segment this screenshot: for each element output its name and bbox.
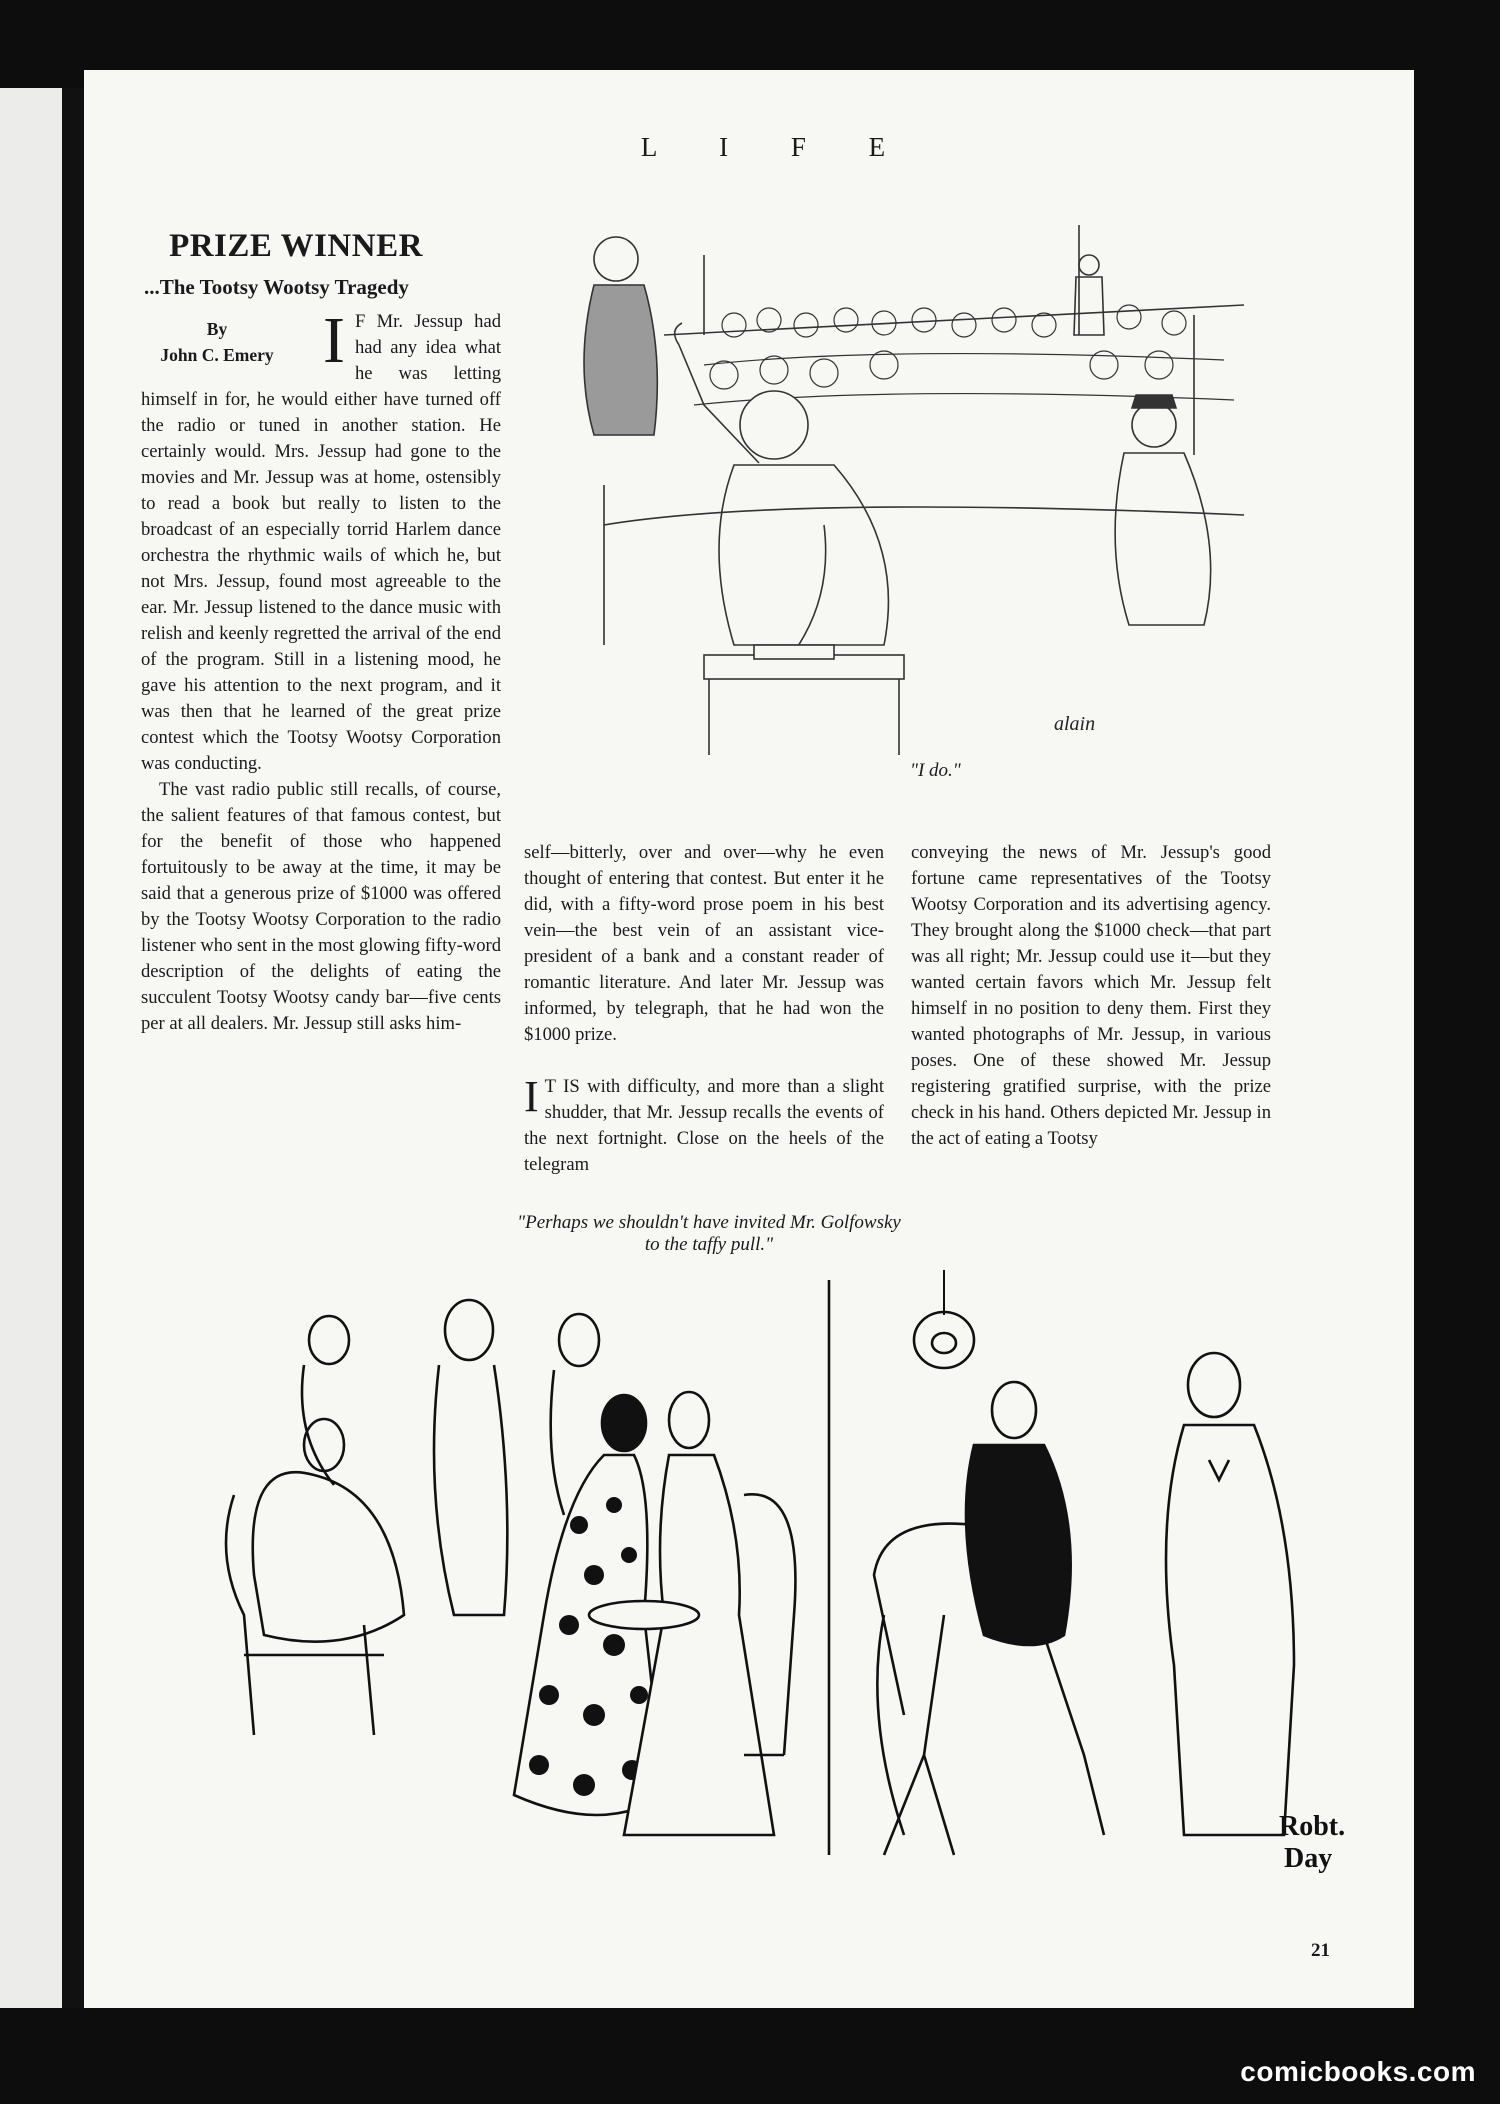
drop-cap-2: I: [524, 1072, 539, 1121]
page-gutter: [62, 88, 84, 2008]
drop-cap: I: [323, 304, 345, 377]
courtroom-caption: "I do.": [910, 760, 961, 781]
adjacent-page-edge: [0, 88, 62, 2008]
running-head: L I F E: [640, 132, 914, 162]
taffy-pull-caption: "Perhaps we shouldn't have invited Mr. Golfowsky to the taffy pull.": [517, 1212, 901, 1255]
source-watermark: comicbooks.com: [1240, 2056, 1476, 2087]
courtroom-cartoon: [584, 225, 1254, 755]
magazine-page: [84, 70, 1414, 2008]
article-column-3: [911, 840, 1271, 1152]
article-subtitle: ...The Tootsy Wootsy Tragedy: [144, 275, 409, 299]
taffy-signature-line2: Day: [1284, 1843, 1333, 1874]
page-number: 21: [1311, 1940, 1330, 1961]
byline-author: John C. Emery: [160, 345, 274, 365]
taffy-signature-line1: Robt.: [1279, 1811, 1346, 1842]
article-column-1: [141, 304, 501, 1037]
paragraph-2: The vast radio public still recalls, of course, the salient features of that famous contest, but for the benefit of those who happened fortuitously to be away at the time, it may be said that a generous prize of $1000 was offered by the Tootsy Wootsy Corporation to the radio listener who sent in the most glowing fifty-word description of the delights of eating the succulent Tootsy Wootsy candy bar—five cents per at all dealers. Mr. Jessup still asks him-: [141, 779, 501, 1034]
paragraph-5: conveying the news of Mr. Jessup's good fortune came representatives of the Tootsy Wootsy Corporation and its advertising agency. They brought along the $1000 check—that part was all right; Mr. Jessup could use it—but they wanted certain favors which Mr. Jessup felt himself in no position to deny them. First they wanted photographs of Mr. Jessup, in various poses. One of these showed Mr. Jessup registering gratified surprise, with the prize check in his hand. Others depicted Mr. Jessup in the act of eating a Tootsy: [911, 842, 1271, 1149]
byline-spacer: [141, 309, 317, 371]
article-column-2: [524, 840, 884, 1178]
paragraph-3: self—bitterly, over and over—why he even thought of entering that contest. But enter it he did, with a fifty-word prose poem in his best vein—the best vein of an assistant vice-president of a bank and a constant reader of romantic literature. And later Mr. Jessup was informed, by telegraph, that he had won the $1000 prize.: [524, 842, 884, 1045]
byline-by: By: [206, 319, 228, 339]
paragraph-1: F Mr. Jessup had had any idea what he was letting himself in for, he would either have turned off the radio or tuned in another station. He certainly would. Mrs. Jessup had gone to the movies and Mr. Jessup was at home, ostensibly to read a book but really to listen to the broadcast of an especially torrid Harlem dance orchestra the rhythmic wails of which he, but not Mrs. Jessup, found most agreeable to the ear. Mr. Jessup listened to the dance music with relish and keenly regretted the arrival of the end of the program. Still in a listening mood, he gave his attention to the next program, and it was then that he learned of the great prize contest which the Tootsy Wootsy Corporation was conducting.: [141, 311, 501, 774]
article-title: PRIZE WINNER: [169, 228, 423, 264]
paragraph-4: T IS with difficulty, and more than a slight shudder, that Mr. Jessup recalls the events of the next fortnight. Close on the heels of the telegram: [524, 1076, 884, 1175]
courtroom-signature: alain: [1054, 713, 1096, 735]
